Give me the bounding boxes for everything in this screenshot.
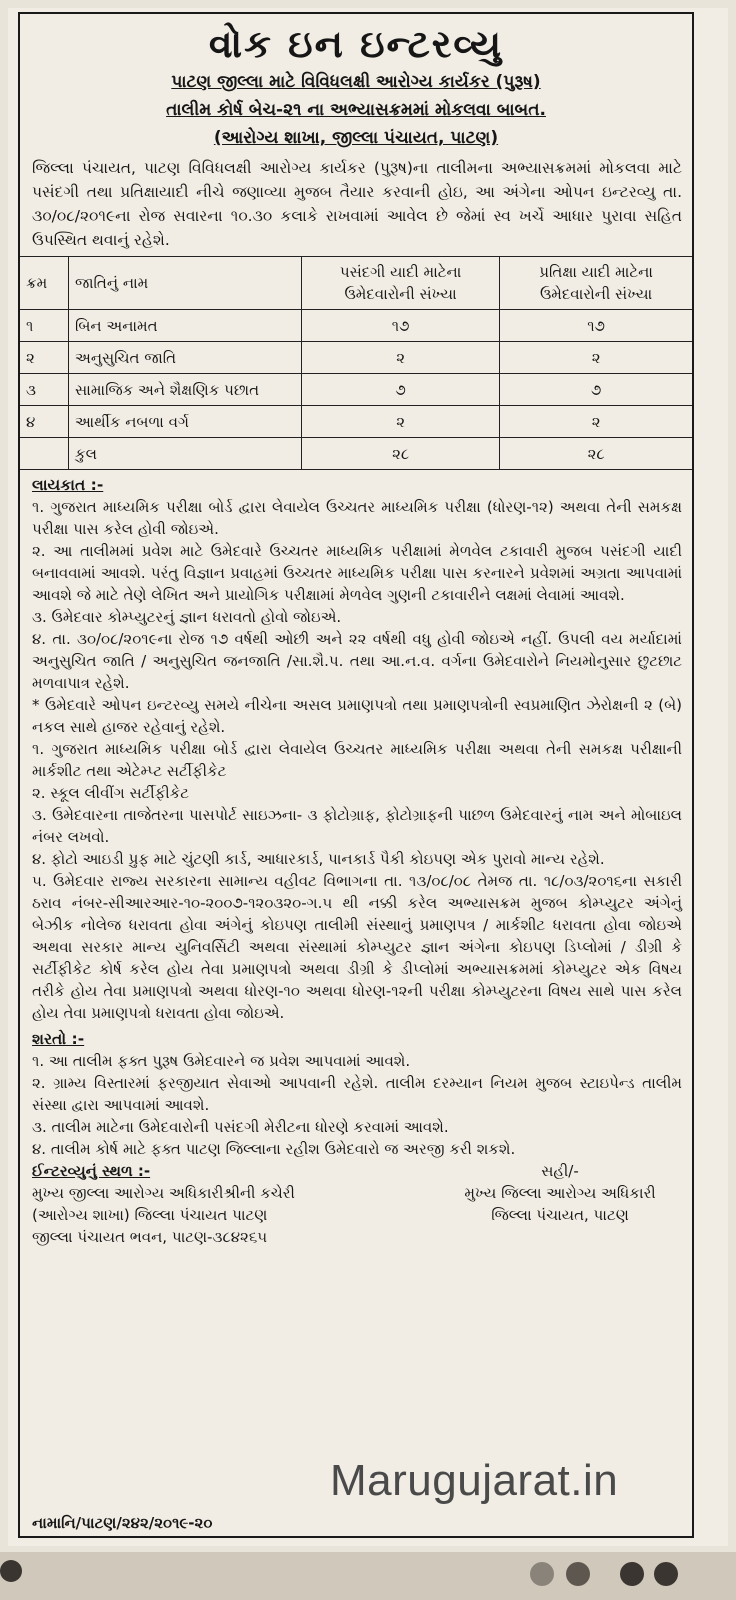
subtitle-3: (આરોગ્ય શાખા, જીલ્લા પંચાયત, પાટણ) — [213, 128, 499, 148]
footer — [20, 1160, 692, 1254]
table-row — [20, 342, 692, 374]
page-title: વોક ઇન ઇન્ટરવ્યુ — [208, 22, 504, 66]
row-no: ૪ — [20, 406, 69, 438]
row-no: ૧ — [20, 310, 69, 342]
qualification-item: ૩. ઉમેદવાર કોમ્પ્યુટરનું જ્ઞાન ધરાવતો હોવો જોઇએ. — [32, 608, 342, 626]
document-item: ૨. સ્કૂલ લીવીંગ સર્ટીફીકેટ — [32, 784, 189, 802]
condition-item: ૪. તાલીમ કોર્ષ માટે ફક્ત પાટણ જિલ્લાના રહીશ ઉમેદવારો જ અરજી કરી શકશે. — [32, 1140, 516, 1158]
qualification-item: ૨. આ તાલીમમાં પ્રવેશ માટે ઉમેદવારે ઉચ્ચતર માધ્યમિક પરીક્ષામાં મેળવેલ ટકાવારી મુજબ પસંદગી યાદી બનાવવામાં આવશે. પરંતુ વિજ્ઞાન પ્રવાહમાં ઉચ્ચતર માધ્યમિક પરીક્ષા પાસ કરનારને પ્રવેશમાં અગ્રતા આપવામાં આવશે જે માટે તેણે લેખિત અને પ્રાયોગિક પરીક્ષામાં મેળવેલ ગુણની ટકાવારીને લક્ષમાં લેવામાં આવશે. — [32, 542, 682, 604]
table-total-row — [20, 438, 692, 470]
row-no: ૩ — [20, 374, 69, 406]
table-row — [20, 406, 692, 438]
advertisement-box — [18, 12, 694, 1538]
row-caste: કુલ — [69, 438, 302, 470]
col-header-no: ક્રમ — [20, 257, 69, 310]
qualification-item: ૧. ગુજરાત માધ્યમિક પરીક્ષા બોર્ડ દ્વારા લેવાયેલ ઉચ્ચતર માધ્યમિક પરીક્ષા (ધોરણ-૧૨) અથવા તેની સમકક્ષ પરીક્ષા પાસ કરેલ હોવી જોઇએ. — [32, 498, 682, 538]
col-header-selection: પસંદગી યાદી માટેના ઉમેદવારોની સંખ્યા — [302, 257, 500, 310]
decorative-dot — [620, 1562, 644, 1586]
intro-paragraph: જિલ્લા પંચાયત, પાટણ વિવિધલક્ષી આરોગ્ય કાર્યકર (પુરૂષ)ના તાલીમના અભ્યાસક્રમમાં મોકલવા માટે પસંદગી તથા પ્રતિક્ષાયાદી નીચે જણાવ્યા મુજબ તૈયાર કરવાની હોઇ, આ અંગેના ઓપન ઇન્ટરવ્યુ તા. ૩૦/૦૮/૨૦૧૯ના રોજ સવારના ૧૦.૩૦ કલાકે રાખવામાં આવેલ છે જેમાં સ્વ ખર્ચે આધાર પુરાવા સહિત ઉપસ્થિત થવાનું રહેશે. — [32, 159, 682, 249]
table-row — [20, 374, 692, 406]
col-header-caste: જાતિનું નામ — [69, 257, 302, 310]
row-caste: બિન અનામત — [69, 310, 302, 342]
table-header-row — [20, 257, 692, 310]
decorative-dot — [530, 1562, 554, 1586]
signature-line: મુખ્ય જિલ્લા આરોગ્ય અધિકારી — [464, 1184, 656, 1202]
table-row — [20, 310, 692, 342]
condition-item: ૩. તાલીમ માટેના ઉમેદવારોની પસંદગી મેરીટના ધોરણે કરવામાં આવશે. — [32, 1118, 449, 1136]
venue-label: ઈન્ટરવ્યુનું સ્થળ :- — [32, 1162, 151, 1180]
document-item: ૪. ફોટો આઇડી પ્રુફ માટે ચુંટણી કાર્ડ, આધારકાર્ડ, પાનકાર્ડ પૈકી કોઇપણ એક પુરાવો માન્ય રહેશે. — [32, 850, 605, 868]
bottom-strip — [0, 1552, 736, 1600]
row-no — [20, 438, 69, 470]
interview-venue — [32, 1160, 412, 1248]
document-item: ૫. ઉમેદવાર રાજ્ય સરકારના સામાન્ય વહીવટ વિભાગના તા. ૧૩/૦૮/૦૮ તેમજ તા. ૧૮/૦૩/૨૦૧૬ના સકારી ઠરાવ નંબર-સીઆરઆર-૧૦-૨૦૦૭-૧૨૦૩૨૦-ગ.૫ થી નક્કી કરેલ અભ્યાસક્રમ મુજબ કોમ્પ્યુટર અંગેનું બેઝીક નોલેજ ધરાવતા હોવા અંગેનું કોઇપણ તાલીમી સંસ્થાનું પ્રમાણપત્ર / માર્કશીટ ધરાવતા હોવા જોઇએ અથવા સરકાર માન્ય યુનિવર્સિટી અથવા સંસ્થામાં કોમ્પ્યુટર જ્ઞાન અંગેના કોઇપણ ડિપ્લોમાં / ડીગ્રી કે સર્ટીફીકેટ કોર્ષ કરેલ હોય તેવા પ્રમાણપત્રો અથવા ડીગ્રી કે ડીપ્લોમાં અભ્યાસક્રમમાં કોમ્પ્યુટર એક વિષય તરીકે હોય તેવા પ્રમાણપત્રો અથવા ધોરણ-૧૦ અથવા ધોરણ-૧૨ની પરીક્ષા કોમ્પ્યુટરના વિષય સાથે પાસ કરેલ હોય તેવા પ્રમાણપત્રો ધરાવતા હોવા જોઇએ. — [32, 872, 682, 1022]
row-waiting: ૨ — [500, 342, 692, 374]
venue-line: જીલ્લા પંચાયત ભવન, પાટણ-૩૮૪૨૬૫ — [32, 1228, 268, 1246]
qualification-heading: લાયકાત :- — [32, 476, 104, 494]
row-waiting: ૭ — [500, 374, 692, 406]
newspaper-clipping — [8, 8, 728, 1546]
decorative-dot — [566, 1562, 590, 1586]
row-selection: ૭ — [302, 374, 500, 406]
document-item: ૧. ગુજરાત માધ્યમિક પરીક્ષા બોર્ડ દ્વારા લેવાયેલ ઉચ્ચતર માધ્યમિક પરીક્ષા અથવા તેની સમકક્ષ પરીક્ષાની માર્કશીટ તથા એટેમ્પ્ટ સર્ટીફીકેટ — [32, 740, 682, 780]
signature-block — [430, 1160, 690, 1226]
condition-item: ૧. આ તાલીમ ફક્ત પુરૂષ ઉમેદવારને જ પ્રવેશ આપવામાં આવશે. — [32, 1052, 411, 1070]
row-selection: ૨૮ — [302, 438, 500, 470]
row-waiting: ૧૭ — [500, 310, 692, 342]
qualification-item: ૪. તા. ૩૦/૦૮/૨૦૧૯ના રોજ ૧૭ વર્ષથી ઓછી અને ૨૨ વર્ષથી વધુ હોવી જોઇએ નહીં. ઉપલી વય મર્યાદામાં અનુસુચિત જાતિ / અનુસુચિત જનજાતિ /સા.શૈ.પ. તથા આ.ન.વ. વર્ગના ઉમેદવારોને નિયમોનુસાર છુટછાટ મળવાપાત્ર રહેશે. — [32, 630, 682, 692]
row-caste: અનુસુચિત જાતિ — [69, 342, 302, 374]
row-caste: આર્થીક નબળા વર્ગ — [69, 406, 302, 438]
row-waiting: ૨ — [500, 406, 692, 438]
col-header-waiting: પ્રતિક્ષા યાદી માટેના ઉમેદવારોની સંખ્યા — [500, 257, 692, 310]
row-selection: ૨ — [302, 342, 500, 374]
documents-note: * ઉમેદવારે ઓપન ઇન્ટરવ્યુ સમયે નીચેના અસલ પ્રમાણપત્રો તથા પ્રમાણપત્રોની સ્વપ્રમાણિત ઝેરોક્ષની ૨ (બે) નકલ સાથે હાજર રહેવાનું રહેશે. — [32, 696, 682, 736]
row-selection: ૨ — [302, 406, 500, 438]
candidate-count-table — [20, 256, 692, 470]
subtitle-1: પાટણ જીલ્લા માટે વિવિધલક્ષી આરોગ્ય કાર્યકર (પુરૂષ) — [171, 72, 541, 92]
decorative-dot — [0, 1560, 22, 1582]
subtitle-2: તાલીમ કોર્ષ બેચ-૨૧ ના અભ્યાસક્રમમાં મોકલવા બાબત. — [166, 100, 546, 120]
reference-code: નામાનિ/પાટણ/૨૪૨/૨૦૧૯-૨૦ — [32, 1514, 213, 1532]
condition-item: ૨. ગ્રામ્ય વિસ્તારમાં ફરજીયાત સેવાઓ આપવાની રહેશે. તાલીમ દરમ્યાન નિયમ મુજબ સ્ટાઇપેન્ડ તાલીમ સંસ્થા દ્વારા આપવામાં આવશે. — [32, 1074, 682, 1114]
row-caste: સામાજિક અને શૈક્ષણિક પછાત — [69, 374, 302, 406]
row-waiting: ૨૮ — [500, 438, 692, 470]
venue-line: (આરોગ્ય શાખા) જિલ્લા પંચાયત પાટણ — [32, 1206, 268, 1224]
row-no: ૨ — [20, 342, 69, 374]
watermark: Marugujarat.in — [330, 1456, 619, 1505]
document-item: ૩. ઉમેદવારના તાજેતરના પાસપોર્ટ સાઇઝના- ૩ ફોટોગ્રાફ, ફોટોગ્રાફની પાછળ ઉમેદવારનું નામ અને મોબાઇલ નંબર લખવો. — [32, 806, 682, 846]
decorative-dot — [654, 1562, 678, 1586]
venue-line: મુખ્ય જીલ્લા આરોગ્ય અધિકારીશ્રીની કચેરી — [32, 1184, 295, 1202]
row-selection: ૧૭ — [302, 310, 500, 342]
signature-line: જિલ્લા પંચાયત, પાટણ — [491, 1206, 629, 1224]
conditions-heading: શરતો :- — [32, 1030, 85, 1048]
signature-sign: સહી/- — [541, 1162, 579, 1180]
